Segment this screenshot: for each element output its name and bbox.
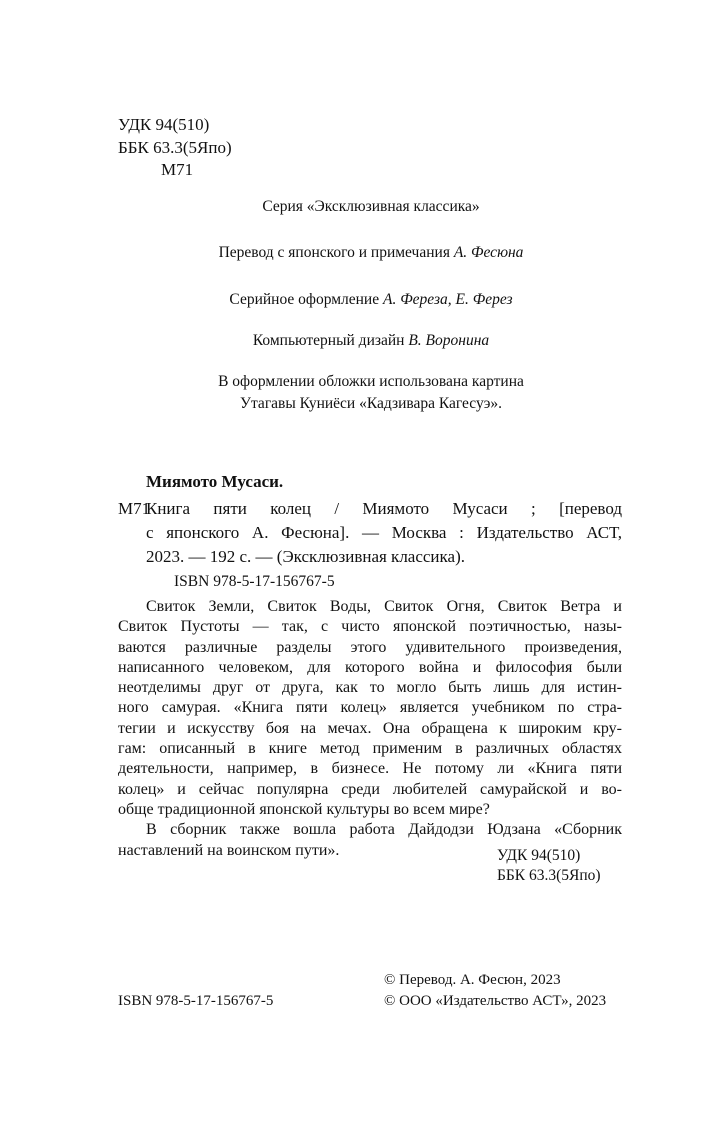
- udk-code-top: УДК 94(510): [118, 115, 210, 134]
- annotation-line: В сборник также вошла работа Дайдодзи Юдзана «Сборник: [146, 821, 622, 839]
- translator-name: А. Фесюна: [453, 244, 524, 261]
- copyright-translation: © Перевод. А. Фесюн, 2023: [384, 972, 561, 988]
- description-line: с японского А. Фесюна]. — Москва : Издательство АСТ,: [146, 523, 622, 542]
- annotation-line: наставлений на воинском пути».: [118, 841, 340, 859]
- author-heading: Миямото Мусаси.: [146, 472, 284, 491]
- copyright-publisher: © ООО «Издательство АСТ», 2023: [384, 993, 607, 1009]
- annotation-line: гам: описанный в книге метод применим в различных областях: [118, 740, 622, 758]
- annotation-line: ваются различные разделы этого удивительного произведения,: [118, 638, 622, 656]
- computer-designer-name: В. Воронина: [408, 332, 490, 349]
- series-line: Серия «Эксклюзивная классика»: [262, 198, 480, 215]
- cover-credit-line-1: В оформлении обложки использована картина: [218, 373, 524, 390]
- translation-credit-prefix: Перевод с японского и примечания: [218, 244, 454, 261]
- author-mark: М71: [118, 499, 151, 518]
- bibliographic-description: [146, 497, 622, 569]
- series-designer-names: А. Фереза, Е. Ферез: [382, 291, 513, 308]
- description-line: 2023. — 192 с. — (Эксклюзивная классика).: [146, 547, 465, 566]
- bbk-code-top: ББК 63.3(5Япо): [118, 138, 232, 157]
- annotation-line: неотделимы друг от друга, как то могло быть лишь для истин-: [118, 679, 622, 697]
- udk-code-bottom: УДК 94(510): [497, 847, 581, 864]
- author-mark-top: М71: [161, 160, 194, 179]
- description-line: Книга пяти колец / Миямото Мусаси ; [перевод: [146, 499, 622, 518]
- annotation-line: Свиток Земли, Свиток Воды, Свиток Огня, Свиток Ветра и: [146, 598, 622, 615]
- isbn-record: ISBN 978-5-17-156767-5: [174, 573, 335, 590]
- annotation-line: Свиток Пустоты — так, с чисто японской поэтичностью, назы-: [118, 618, 622, 636]
- footer-isbn: ISBN 978-5-17-156767-5: [118, 993, 274, 1009]
- translation-credit: [118, 242, 624, 264]
- cover-credit-line-2: Утагавы Куниёси «Кадзивара Кагесуэ».: [240, 395, 502, 412]
- annotation-line: обще традиционной японской культуры во всем мире?: [118, 800, 490, 818]
- annotation-line: ного самурая. «Книга пяти колец» является учебником по стра-: [118, 699, 622, 717]
- annotation-line: колец» и сейчас популярна среди любителей самурайской и во-: [118, 780, 622, 798]
- series-design-prefix: Серийное оформление: [229, 291, 383, 308]
- annotation-line: деятельности, например, в бизнесе. Не потому ли «Книга пяти: [118, 760, 622, 778]
- series-design-credit: [118, 289, 624, 311]
- annotation: [118, 597, 622, 861]
- computer-design-prefix: Компьютерный дизайн: [252, 332, 409, 349]
- computer-design-credit: [118, 330, 624, 352]
- annotation-line: написанного человеком, для которого война и философия были: [118, 658, 622, 676]
- bbk-code-bottom: ББК 63.3(5Япо): [497, 867, 601, 884]
- annotation-line: тегии и искусству боя на мечах. Она обращена к широким кру-: [118, 719, 622, 737]
